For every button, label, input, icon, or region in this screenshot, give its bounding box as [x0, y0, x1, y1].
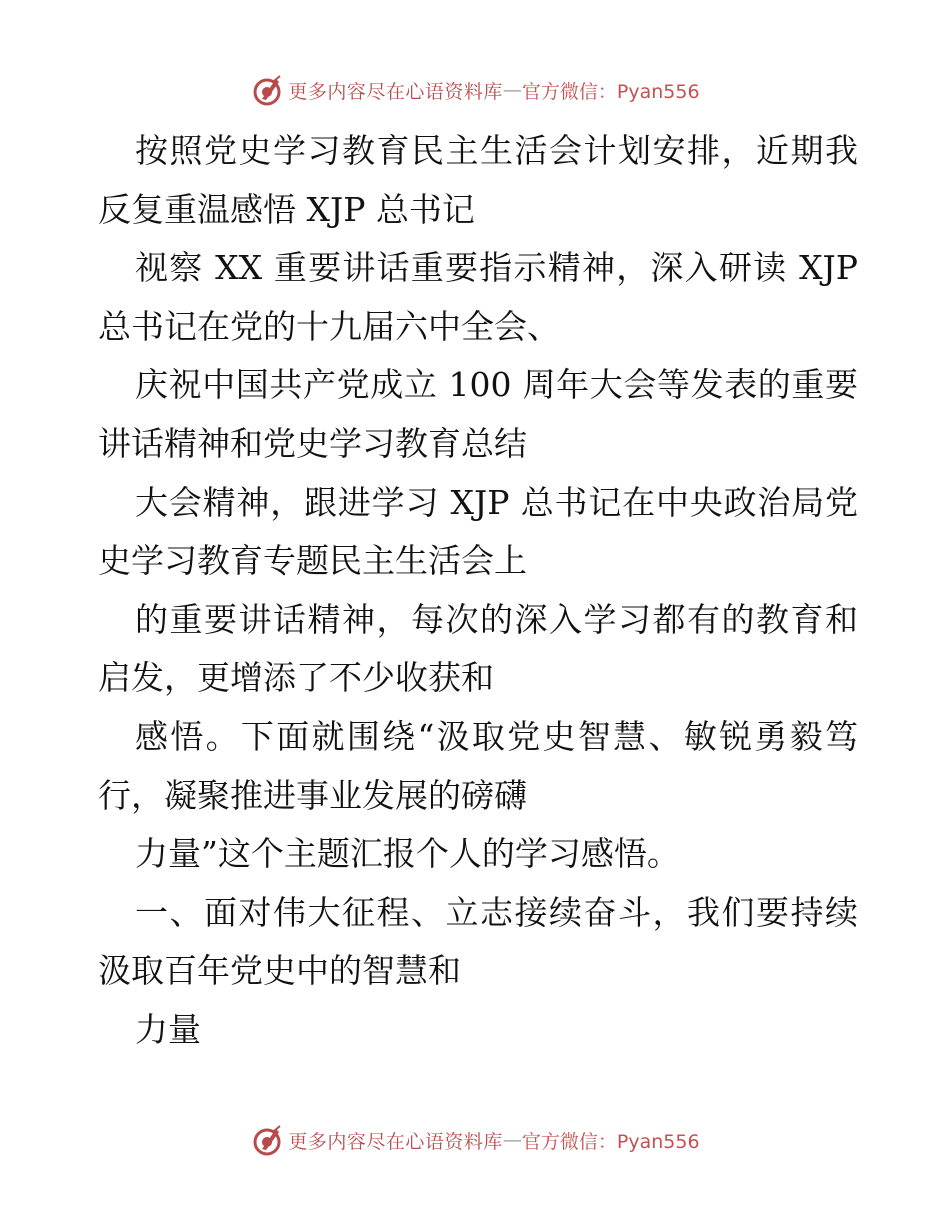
header-banner: [0, 70, 950, 110]
paragraph-8: 一、面对伟大征程、立志接续奋斗，我们要持续汲取百年党史中的智慧和: [98, 892, 858, 991]
quill-seal-icon: [250, 1123, 284, 1157]
paragraph-6: 感悟。下面就围绕“汲取党史智慧、敏锐勇毅笃行，凝聚推进事业发展的磅礴: [98, 716, 858, 815]
header-site-text: 更多内容尽在心语资料库: [288, 80, 503, 103]
paragraph-7: 力量”这个主题汇报个人的学习感悟。: [135, 834, 680, 874]
paragraph-1: 按照党史学习教育民主生活会计划安排，近期我反复重温感悟 XJP 总书记: [98, 131, 858, 229]
paragraph-3: 庆祝中国共产党成立 100 周年大会等发表的重要讲话精神和党史学习教育总结: [98, 365, 858, 463]
footer-contact-text: 官方微信：Pyan556: [521, 1130, 700, 1153]
header-contact-text: 官方微信：Pyan556: [521, 80, 700, 103]
footer-dash: —: [502, 1129, 522, 1151]
paragraph-5: 的重要讲话精神，每次的深入学习都有的教育和启发，更增添了不少收获和: [98, 599, 858, 698]
paragraph-4: 大会精神，跟进学习 XJP 总书记在中央政治局党史学习教育专题民主生活会上: [98, 482, 858, 581]
paragraph-9: 力量: [135, 1009, 201, 1049]
document-body: [98, 122, 858, 1060]
header-dash: —: [502, 79, 522, 101]
footer-banner: [0, 1120, 950, 1160]
paragraph-2: 视察 XX 重要讲话重要指示精神，深入研读 XJP 总书记在党的十九届六中全会、: [98, 248, 858, 346]
quill-seal-icon: [250, 73, 284, 107]
footer-site-text: 更多内容尽在心语资料库: [288, 1130, 503, 1153]
